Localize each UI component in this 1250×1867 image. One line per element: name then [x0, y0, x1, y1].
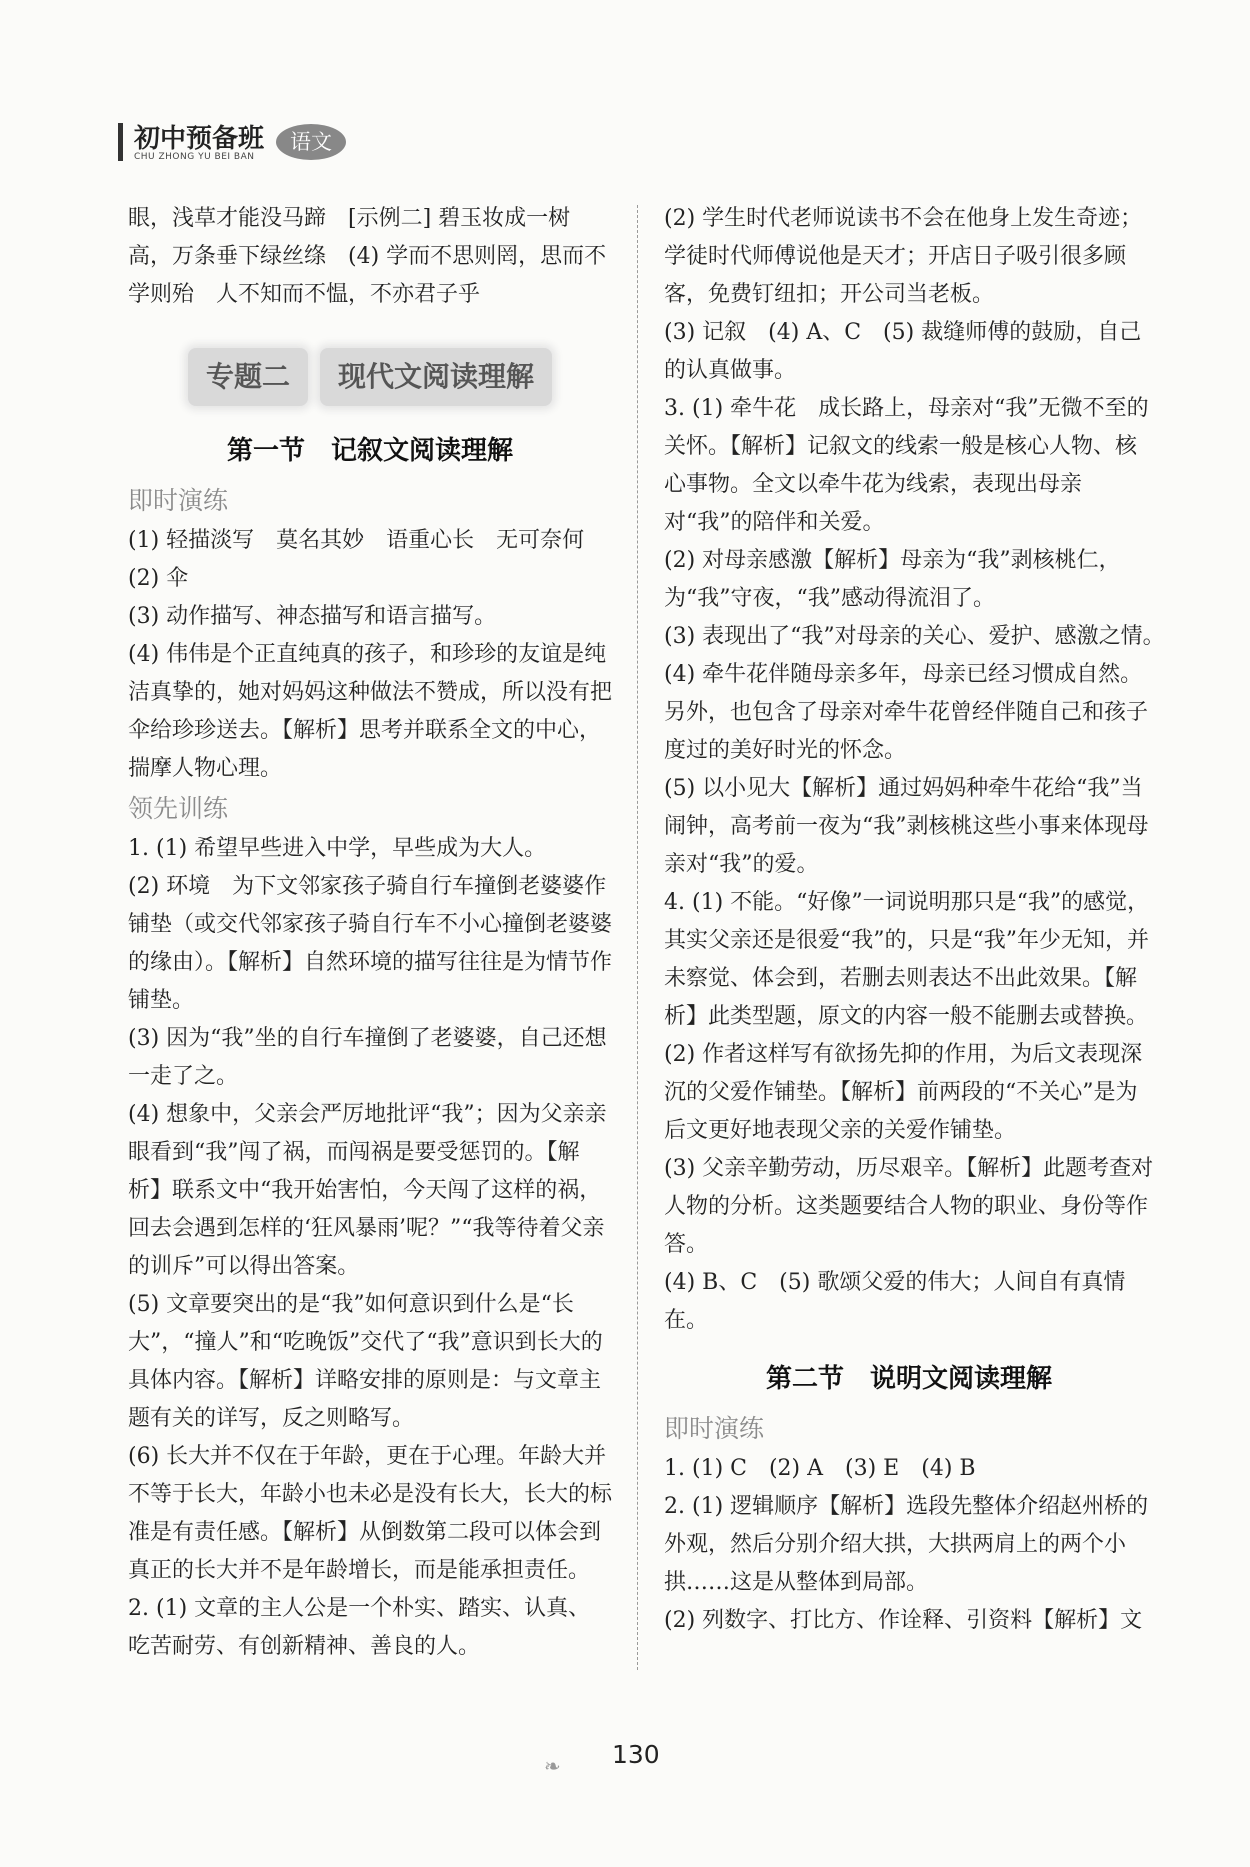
book-title: 初中预备班 [134, 124, 265, 154]
answer-item: (2) 环境 为下文邻家孩子骑自行车撞倒老婆婆作铺垫（或交代邻家孩子骑自行车不小心撞倒老婆婆的缘由）。【解析】自然环境的描写往往是为情节作铺垫。 [128, 874, 613, 1013]
page-ornament-icon: ❧ [544, 1754, 561, 1778]
answer-item: (4) 伟伟是个正直纯真的孩子，和珍珍的友谊是纯洁真挚的，她对妈妈这种做法不赞成，所以没有把伞给珍珍送去。【解析】思考并联系全文的中心，揣摩人物心理。 [128, 642, 613, 781]
answer-item: (3) 父亲辛勤劳动，历尽艰辛。【解析】此题考查对人物的分析。这类题要结合人物的职业、身份等作答。 [664, 1156, 1154, 1257]
right-column [664, 200, 1176, 1640]
answer-item: (5) 文章要突出的是“我”如何意识到什么是“长大”，“撞人”和“吃晚饭”交代了“我”意识到长大的具体内容。【解析】详略安排的原则是：与文章主题有关的详写，反之则略写。 [128, 1292, 603, 1431]
answer-item: (3) 动作描写、神态描写和语言描写。 [128, 604, 497, 629]
header-bar [118, 123, 123, 161]
topic-banner [128, 334, 612, 420]
section-title-expository: 第二节 说明文阅读理解 [765, 1364, 1052, 1394]
answer-item: 2. (1) 逻辑顺序【解析】选段先整体介绍赵州桥的外观，然后分别介绍大拱，大拱两肩上的两个小拱……这是从整体到局部。 [664, 1494, 1149, 1595]
answer-item: 3. (1) 牵牛花 成长路上，母亲对“我”无微不至的关怀。【解析】记叙文的线索一般是核心人物、核心事物。全文以牵牛花为线索，表现出母亲对“我”的陪伴和关爱。 [664, 396, 1149, 535]
left-column [128, 200, 612, 1666]
subject-badge: 语文 [276, 124, 346, 160]
answer-item: 4. (1) 不能。“好像”一词说明那只是“我”的感觉，其实父亲还是很爱“我”的，只是“我”年少无知，并未察觉、体会到，若删去则表达不出此效果。【解析】此类型题，原文的内容一般不能删去或替换。 [664, 890, 1150, 1029]
book-title-pinyin: CHU ZHONG YU BEI BAN [134, 152, 255, 162]
page-footer [540, 1740, 720, 1780]
advanced-heading: 领先训练 [128, 794, 229, 823]
page-number: 130 [612, 1740, 660, 1769]
answer-item: (3) 因为“我”坐的自行车撞倒了老婆婆，自己还想一走了之。 [128, 1026, 607, 1089]
answer-item: (5) 以小见大【解析】通过妈妈种牵牛花给“我”当闹钟，高考前一夜为“我”剥核桃这些小事来体现母亲对“我”的爱。 [664, 776, 1149, 877]
practice-heading: 即时演练 [128, 486, 229, 515]
intro-paragraph: 眼，浅草才能没马蹄 [示例二] 碧玉妆成一树高，万条垂下绿丝绦 (4) 学而不思则罔，思而不学则殆 人不知而不愠，不亦君子乎 [128, 206, 607, 307]
section-title-narrative: 第一节 记叙文阅读理解 [226, 436, 513, 466]
answer-item: 1. (1) C (2) A (3) E (4) B [664, 1456, 976, 1481]
column-divider [637, 205, 638, 1670]
answer-item: (2) 伞 [128, 566, 189, 591]
answer-item: (4) 想象中，父亲会严厉地批评“我”；因为父亲亲眼看到“我”闯了祸，而闯祸是要受惩罚的。【解析】联系文中“我开始害怕，今天闯了这样的祸，回去会遇到怎样的‘狂风暴雨’呢？”“我等待着父亲的训斥”可以得出答案。 [128, 1102, 607, 1279]
answer-item: (2) 学生时代老师说读书不会在他身上发生奇迹；学徒时代师傅说他是天才；开店日子吸引很多顾客，免费钉纽扣；开公司当老板。 [664, 206, 1143, 307]
answer-item: 1. (1) 希望早些进入中学，早些成为大人。 [128, 836, 547, 861]
practice-heading: 即时演练 [664, 1414, 765, 1443]
answer-item: (6) 长大并不仅在于年龄，更在于心理。年龄大并不等于长大，年龄小也未必是没有长大，长大的标准是有责任感。【解析】从倒数第二段可以体会到真正的长大并不是年龄增长，而是能承担责任。 [128, 1444, 613, 1583]
answer-item: (3) 表现出了“我”对母亲的关心、爱护、感激之情。 (4) 牵牛花伴随母亲多年，母亲已经习惯成自然。另外，也包含了母亲对牵牛花曾经伴随自己和孩子度过的美好时光的怀念。 [664, 624, 1176, 763]
answer-item: (2) 对母亲感激【解析】母亲为“我”剥核桃仁，为“我”守夜，“我”感动得流泪了。 [664, 548, 1121, 611]
topic-label: 专题二 [188, 348, 308, 406]
answer-item: (2) 作者这样写有欲扬先抑的作用，为后文表现深沉的父爱作铺垫。【解析】前两段的“不关心”是为后文更好地表现父亲的关爱作铺垫。 [664, 1042, 1143, 1143]
topic-title: 现代文阅读理解 [320, 348, 552, 406]
answer-item: 2. (1) 文章的主人公是一个朴实、踏实、认真、吃苦耐劳、有创新精神、善良的人。 [128, 1596, 591, 1659]
answer-item: (4) B、C (5) 歌颂父爱的伟大；人间自有真情在。 [664, 1270, 1126, 1333]
answer-item: (2) 列数字、打比方、作诠释、引资料【解析】文 [664, 1608, 1143, 1633]
answer-item: (1) 轻描淡写 莫名其妙 语重心长 无可奈何 [128, 528, 585, 553]
answer-item: (3) 记叙 (4) A、C (5) 裁缝师傅的鼓励，自己的认真做事。 [664, 320, 1142, 383]
